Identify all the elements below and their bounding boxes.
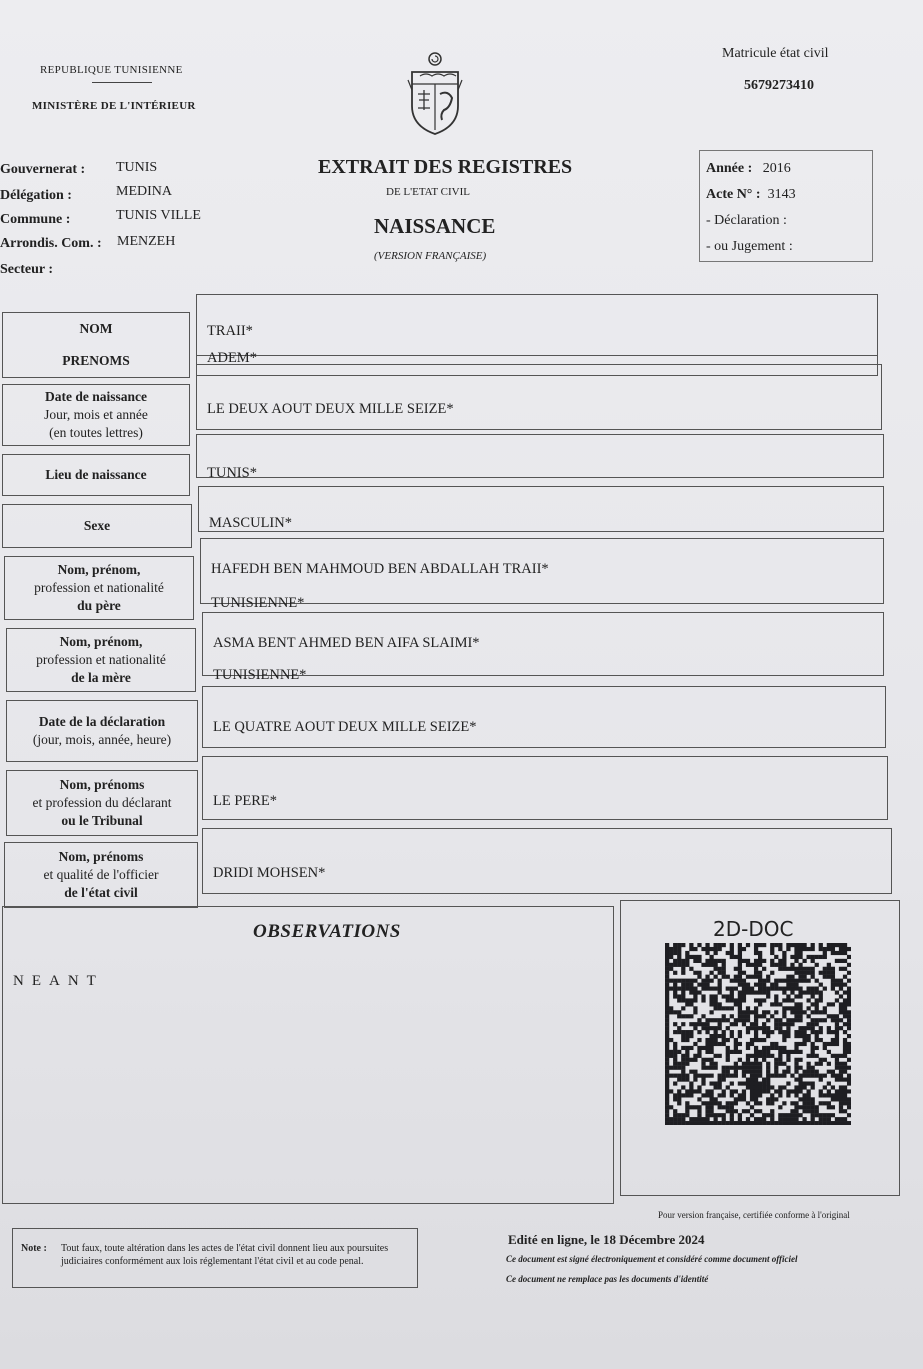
date-declaration-value: LE QUATRE AOUT DEUX MILLE SEIZE* <box>213 719 477 735</box>
jugement-label: - ou Jugement : <box>706 239 793 254</box>
officier-value: DRIDI MOHSEN* <box>213 865 326 881</box>
date-declaration-label-cell: Date de la déclaration (jour, mois, année, heure) <box>6 700 198 762</box>
acte-number-row: Acte N° : 3143 <box>706 187 796 202</box>
lieu-value-cell <box>196 434 884 481</box>
gouvernerat-value: TUNIS <box>116 160 158 175</box>
datamatrix-barcode-icon <box>665 943 851 1125</box>
pere-label-cell: Nom, prénom, profession et nationalité du père <box>4 556 194 620</box>
matricule-label: Matricule état civil <box>722 46 829 61</box>
edited-online-date: Edité en ligne, le 18 Décembre 2024 <box>508 1232 705 1247</box>
observations-title: OBSERVATIONS <box>253 921 401 942</box>
officier-value-cell <box>202 828 892 894</box>
prenoms-value: ADEM* <box>207 350 257 366</box>
pere-value-cell <box>200 538 884 611</box>
sexe-value: MASCULIN* <box>209 515 292 531</box>
declarant-label-cell: Nom, prénoms et profession du déclarant ou le Tribunal <box>6 770 198 836</box>
declaration-label: - Déclaration : <box>706 213 787 228</box>
pere-value-nationality: TUNISIENNE* <box>211 595 305 611</box>
sexe-label-cell: Sexe <box>2 504 192 548</box>
acte-box <box>699 150 873 262</box>
nom-value: TRAII* <box>207 323 253 339</box>
officier-label-cell: Nom, prénoms et qualité de l'officier de l'état civil <box>4 842 198 908</box>
date-declaration-value-cell <box>202 686 886 748</box>
commune-label: Commune : <box>0 212 71 227</box>
document-subtitle: DE L'ETAT CIVIL <box>386 186 470 198</box>
delegation-label: Délégation : <box>0 188 72 203</box>
legal-note-box <box>12 1228 418 1288</box>
note-label: Note : <box>21 1243 47 1254</box>
electronic-signature-notice: Ce document est signé électroniquement et considéré comme document officiel <box>506 1254 798 1264</box>
not-identity-document-notice: Ce document ne remplace pas les documents d'identité <box>506 1274 709 1284</box>
certification-text: Pour version française, certifiée conforme à l'original <box>658 1210 850 1220</box>
nom-prenoms-label-cell <box>2 312 190 378</box>
sexe-value-cell <box>198 486 884 532</box>
mere-value-cell <box>202 612 884 683</box>
arrondis-label: Arrondis. Com. : <box>0 236 102 251</box>
pere-value-name: HAFEDH BEN MAHMOUD BEN ABDALLAH TRAII* <box>211 561 549 577</box>
gouvernerat-label: Gouvernerat : <box>0 162 86 177</box>
document-type: NAISSANCE <box>374 214 496 238</box>
declarant-value-cell <box>202 756 888 820</box>
note-text: Tout faux, toute altération dans les actes de l'état civil donnent lieu aux poursuites judiciaires conformément aux lois réglementant l'état civil et au code penal. <box>61 1243 389 1267</box>
annee-row: Année : 2016 <box>706 161 791 176</box>
doc2d-label: 2D-DOC <box>713 917 794 941</box>
date-naissance-label-cell: Date de naissance Jour, mois et année (en toutes lettres) <box>2 384 190 446</box>
nom-label: NOM <box>79 320 113 336</box>
observations-value: NEANT <box>13 973 104 989</box>
prenoms-label: PRENOMS <box>62 352 130 368</box>
lieu-label-cell: Lieu de naissance <box>2 454 190 496</box>
document-title: EXTRAIT DES REGISTRES <box>318 156 573 178</box>
republique-heading: REPUBLIQUE TUNISIENNE <box>40 64 183 76</box>
lieu-value: TUNIS* <box>207 465 257 481</box>
date-naissance-value-cell <box>196 364 882 430</box>
observations-box <box>2 906 614 1204</box>
date-naissance-value: LE DEUX AOUT DEUX MILLE SEIZE* <box>207 401 454 417</box>
secteur-label: Secteur : <box>0 262 53 277</box>
mere-label-cell: Nom, prénom, profession et nationalité de la mère <box>6 628 196 692</box>
version-note: (VERSION FRANÇAISE) <box>374 250 487 262</box>
delegation-value: MEDINA <box>116 184 172 199</box>
matricule-value: 5679273410 <box>744 78 814 93</box>
ministere-heading: MINISTÈRE DE L'INTÉRIEUR <box>32 100 196 112</box>
tunisia-coat-of-arms-icon <box>406 50 464 136</box>
doc2d-box <box>620 900 900 1196</box>
commune-value: TUNIS VILLE <box>116 208 201 223</box>
arrondis-value: MENZEH <box>117 234 176 249</box>
header-divider <box>92 82 152 83</box>
declarant-value: LE PERE* <box>213 793 278 809</box>
mere-value-nationality: TUNISIENNE* <box>213 667 307 683</box>
mere-value-name: ASMA BENT AHMED BEN AIFA SLAIMI* <box>213 635 480 651</box>
